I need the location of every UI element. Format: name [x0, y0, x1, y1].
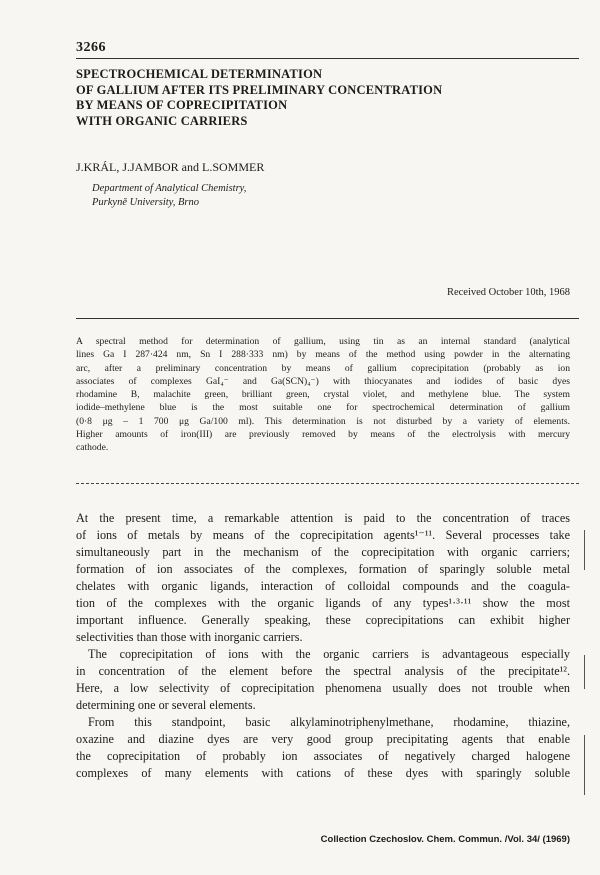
authors: J.KRÁL, J.JAMBOR and L.SOMMER	[76, 160, 265, 174]
body-line: The coprecipitation of ions with the organic carriers is advantageous especially	[88, 647, 570, 661]
margin-mark	[584, 735, 585, 795]
received-date: Received October 10th, 1968	[446, 287, 570, 298]
journal-citation: Collection Czechoslov. Chem. Commun. /Vol. 34/ (1969)	[320, 834, 570, 845]
abstract-line: A spectral method for determination of gallium, using tin as an internal standard (analytical	[76, 336, 570, 347]
abstract-line: arc, after a preliminary concentration by means of gallium coprecipitation (probably as ion	[76, 362, 570, 374]
abstract-bottom-rule	[76, 483, 579, 484]
title-line: SPECTROCHEMICAL DETERMINATION	[76, 67, 323, 81]
abstract-line: Higher amounts of iron(III) are previously removed by means of the electrolysis with mercury	[76, 429, 570, 441]
title-line: BY MEANS OF COPRECIPITATION	[76, 98, 288, 112]
affiliation-university: Purkyně University, Brno	[92, 197, 200, 208]
body-line: From this standpoint, basic alkylaminotriphenylmethane, rhodamine, thiazine,	[88, 715, 570, 729]
abstract-top-rule	[76, 318, 579, 319]
body-line: selectivities than those with inorganic carriers.	[76, 630, 303, 644]
body-line: the coprecipitation of probably ion associates of negatively charged halogene	[76, 749, 570, 763]
abstract	[76, 335, 570, 455]
body-text	[76, 510, 570, 782]
body-line: simultaneously part in the mechanism of the coprecipitation with organic carriers;	[76, 545, 570, 559]
body-line: determining one or several elements.	[76, 698, 256, 712]
abstract-line: rhodamine B, malachite green, brilliant green, crystal violet, and methylene blue. The system	[76, 389, 570, 401]
title-line: OF GALLIUM AFTER ITS PRELIMINARY CONCENTRATION	[76, 82, 443, 97]
abstract-line: lines Ga I 287·424 nm, Sn I 288·333 nm) by means of the method using powder in the alternating	[76, 349, 570, 361]
margin-mark	[584, 655, 585, 689]
article-title	[76, 67, 576, 129]
body-line: Here, a low selectivity of coprecipitation phenomena usually does not trouble when	[76, 681, 570, 695]
margin-mark	[584, 530, 585, 570]
header-rule	[76, 58, 579, 59]
affiliation	[92, 182, 246, 210]
affiliation-department: Department of Analytical Chemistry,	[92, 183, 247, 194]
body-line: in concentration of the element before the spectral analysis of the precipitate¹².	[76, 664, 570, 678]
body-line: formation of ion associates of the complexes, formation of sparingly soluble metal	[76, 562, 570, 576]
abstract-line: (0·8 μg – 1 700 μg Ga/100 ml). This determination is not disturbed by a variety of elements.	[76, 415, 570, 427]
body-line: important influence. Generally speaking, these coprecipitations can exhibit higher	[76, 613, 570, 627]
body-line: complexes of many elements with cations of these dyes with sparingly soluble	[76, 766, 570, 780]
body-line: oxazine and diazine dyes are very good group precipitating agents that enable	[76, 732, 570, 746]
abstract-line: iodide–methylene blue is the most suitable one for spectrochemical determination of gallium	[76, 402, 570, 414]
abstract-line: associates of complexes GaI₄⁻ and Ga(SCN)₄⁻) with thiocyanates and iodides of basic dyes	[76, 375, 570, 387]
body-line: tion of the complexes with the organic ligands of any types¹·³·¹¹ show the most	[76, 596, 570, 610]
abstract-line: cathode.	[76, 442, 109, 454]
body-line: At the present time, a remarkable attention is paid to the concentration of traces	[76, 511, 570, 525]
page-number: 3266	[76, 40, 106, 55]
body-line: of ions of metals by means of the coprecipitation agents¹⁻¹¹. Several processes take	[76, 528, 570, 542]
body-line: chelates with organic ligands, interaction of colloidal compounds and the coagula-	[76, 579, 570, 593]
title-line: WITH ORGANIC CARRIERS	[76, 113, 248, 128]
